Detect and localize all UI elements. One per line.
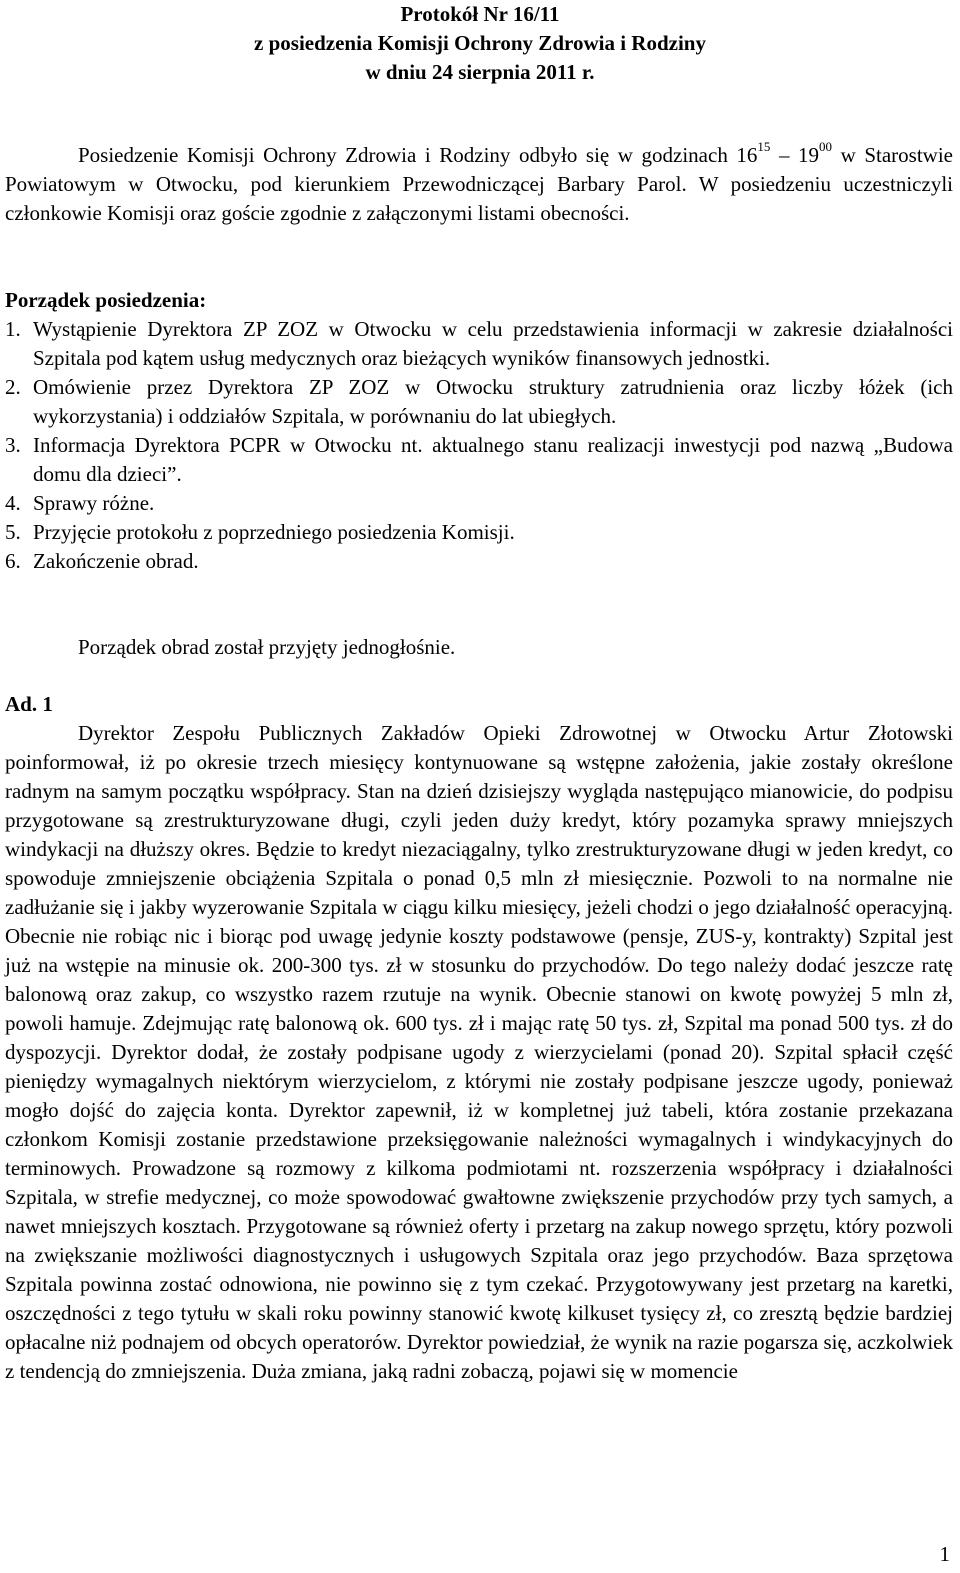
- agenda-accepted-note: Porządek obrad został przyjęty jednogłośnie.: [78, 635, 456, 659]
- agenda-item: [5, 518, 953, 547]
- title-line-2: z posiedzenia Komisji Ochrony Zdrowia i Rodziny: [254, 31, 706, 55]
- agenda-heading: Porządek posiedzenia:: [5, 288, 207, 312]
- agenda-item: [5, 547, 953, 576]
- agenda-item-text: Wystąpienie Dyrektora ZP ZOZ w Otwocku w celu przedstawienia informacji w zakresie działalności Szpitala pod kątem usług medycznych oraz bieżących wyników finansowych jednostki.: [33, 317, 953, 370]
- agenda-item-number: 4.: [5, 491, 21, 515]
- agenda-item-text: Omówienie przez Dyrektora ZP ZOZ w Otwocku struktury zatrudnienia oraz liczby łóżek (ich wykorzystania) i oddziałów Szpitala, w porównaniu do lat ubiegłych.: [33, 375, 953, 428]
- title-line-1: Protokół Nr 16/11: [400, 2, 560, 26]
- agenda-item-number: 2.: [5, 375, 21, 399]
- agenda-item-number: 1.: [5, 317, 21, 341]
- agenda-item: [5, 315, 953, 373]
- ad1-paragraph: Dyrektor Zespołu Publicznych Zakładów Opieki Zdrowotnej w Otwocku Artur Złotowski poinformował, iż po okresie trzech miesięcy kontynuowane są wstępne założenia, jakie zostały określone radnym na samym początku współpracy. Stan na dzień dzisiejszy wygląda następująco mianowicie, do podpisu przygotowane są zrestrukturyzowane długi, czyli jeden duży kredyt, który pozamyka sprawy mniejszych windykacji na dłuższy okres. Będzie to kredyt niezaciągalny, tylko zrestrukturyzowane długi w jeden kredyt, co spowoduje zmniejszenie obciążenia Szpitala o ponad 0,5 mln zł miesięcznie. Pozwoli to na normalne nie zadłużanie się i jakby wyzerowanie Szpitala w ciągu kilku miesięcy, jeżeli chodzi o jego działalność operacyjną. Obecnie nie robiąc nic i biorąc pod uwagę jedynie koszty podstawowe (pensje, ZUS-y, kontrakty) Szpital jest już na wstępie na minusie ok. 200-300 tys. zł w stosunku do przychodów. Do tego należy dodać jeszcze ratę balonową oraz zakup, co wszystko razem rzutuje na wynik. Obecnie stanowi on kwotę powyżej 5 mln zł, powoli hamuje. Zdejmując ratę balonową ok. 600 tys. zł i mając ratę 50 tys. zł, Szpital ma ponad 500 tys. zł do dyspozycji. Dyrektor dodał, że zostały podpisane ugody z wierzycielami (ponad 20). Szpital spłacił część pieniędzy wymagalnych niektórym wierzycielom, z którymi nie zostały podpisane jeszcze ugody, ponieważ mogło dojść do zajęcia konta. Dyrektor zapewnił, iż w kompletnej już tabeli, która zostanie przekazana członkom Komisji zostanie przedstawione przeksięgowanie należności wymagalnych i windykacyjnych do terminowych. Prowadzone są rozmowy z kilkoma podmiotami nt. rozszerzenia współpracy i działalności Szpitala, w strefie medycznej, co może spowodować gwałtowne zwiększenie przychodów przy tych samych, a nawet mniejszych kosztach. Przygotowane są również oferty i przetarg na zakup nowego sprzętu, który pozwoli na zwiększanie możliwości diagnostycznych i usługowych Szpitala oraz jego przychodów. Baza sprzętowa Szpitala powinna zostać odnowiona, nie powinno się z tym czekać. Przygotowywany jest przetarg na karetki, oszczędności z tego tytułu w skali roku powinny stanowić kwotę kilkuset tysięcy zł, co zresztą będzie bardziej opłacalne niż podnajem od obcych operatorów. Dyrektor powiedział, że wynik na razie pogarsza się, aczkolwiek z tendencją do zmniejszenia. Duża zmiana, jaką radni zobaczą, pojawi się w momencie: [5, 721, 953, 1383]
- page-number: 1: [939, 1542, 950, 1566]
- section-label-ad1: Ad. 1: [5, 692, 53, 716]
- time-dash: – 19: [770, 143, 820, 167]
- agenda-item-text: Sprawy różne.: [33, 491, 155, 515]
- agenda-item-number: 3.: [5, 433, 21, 457]
- agenda-item-number: 5.: [5, 520, 21, 544]
- start-time-minutes: 15: [757, 139, 771, 154]
- intro-part-2: w Starostwie Powiatowym w Otwocku, pod kierunkiem Przewodniczącej Barbary Parol. W posiedzeniu uczestniczyli członkowie Komisji oraz goście zgodnie z załączonymi listami obecności.: [5, 143, 954, 225]
- agenda-item-text: Zakończenie obrad.: [33, 549, 199, 573]
- agenda-item-text: Informacja Dyrektora PCPR w Otwocku nt. aktualnego stanu realizacji inwestycji pod nazwą „Budowa domu dla dzieci”.: [33, 433, 953, 486]
- agenda-item: [5, 489, 953, 518]
- agenda-list: [5, 315, 953, 576]
- intro-paragraph: [5, 141, 953, 228]
- document-title: [0, 0, 960, 87]
- agenda-item-text: Przyjęcie protokołu z poprzedniego posiedzenia Komisji.: [33, 520, 515, 544]
- agenda-item-number: 6.: [5, 549, 21, 573]
- intro-part-1: Posiedzenie Komisji Ochrony Zdrowia i Rodziny odbyło się w godzinach 16: [78, 143, 758, 167]
- title-line-3: w dniu 24 sierpnia 2011 r.: [365, 60, 595, 84]
- agenda-item: [5, 373, 953, 431]
- end-time-minutes: 00: [819, 139, 833, 154]
- agenda-item: [5, 431, 953, 489]
